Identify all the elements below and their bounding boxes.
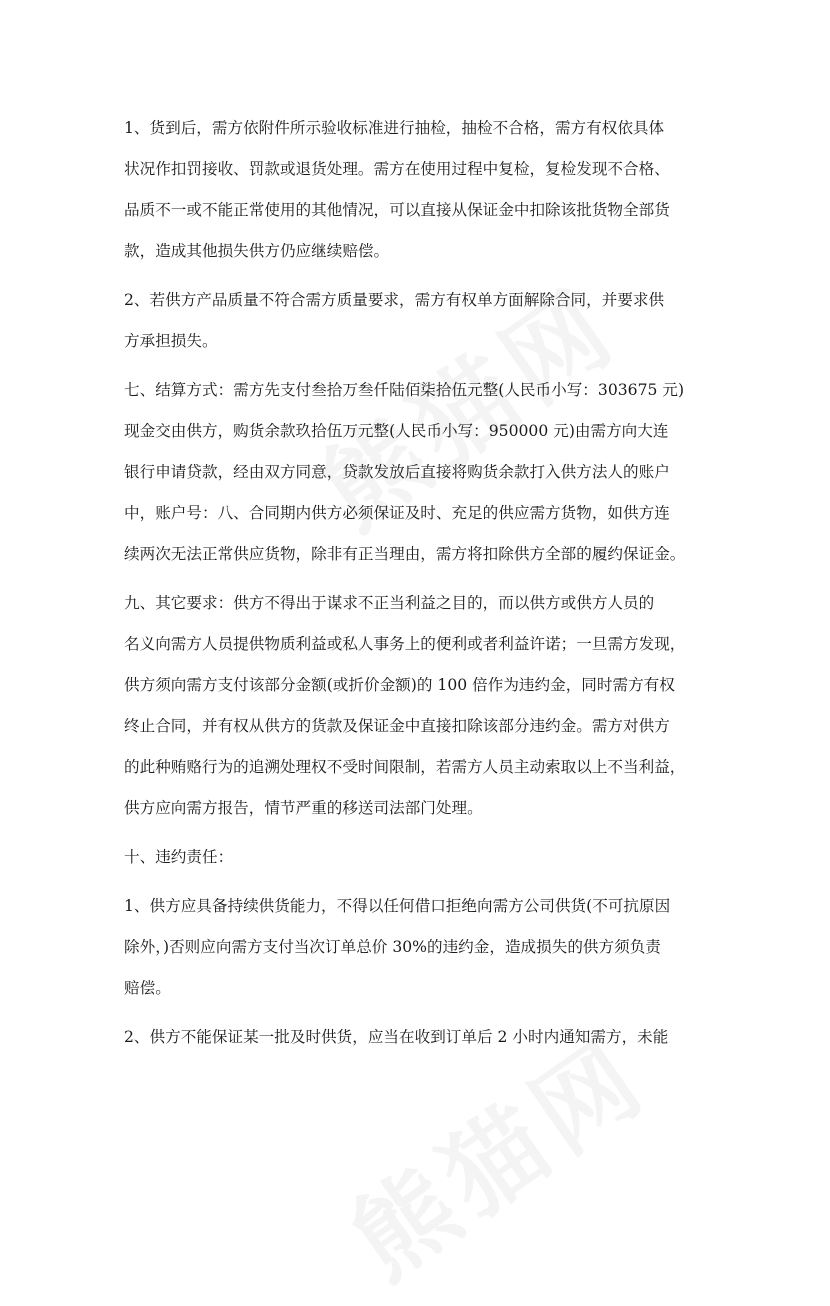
- text-line: 1、供方应具备持续供货能力，不得以任何借口拒绝向需方公司供货(不可抗原因: [124, 897, 671, 915]
- text-line: 名义向需方人员提供物质利益或私人事务上的便利或者利益许诺；一旦需方发现，: [124, 635, 686, 653]
- paragraph: [124, 886, 709, 1009]
- text-line: 除外，)否则应向需方支付当次订单总价 30%的违约金，造成损失的供方须负责: [124, 938, 661, 956]
- text-line: 终止合同，并有权从供方的货款及保证金中直接扣除该部分违约金。需方对供方: [124, 717, 670, 735]
- text-line: 的此种贿赂行为的追溯处理权不受时间限制，若需方人员主动索取以上不当利益，: [124, 758, 686, 776]
- paragraph-gap: [124, 1009, 709, 1017]
- paragraph: [124, 837, 709, 878]
- text-line: 品质不一或不能正常使用的其他情况，可以直接从保证金中扣除该批货物全部货: [124, 201, 670, 219]
- text-line: 供方应向需方报告，情节严重的移送司法部门处理。: [124, 799, 483, 817]
- text-line: 十、违约责任：: [124, 848, 234, 866]
- paragraph-gap: [124, 362, 709, 370]
- text-line: 银行申请贷款，经由双方同意，贷款发放后直接将购货余款打入供方法人的账户: [124, 463, 670, 481]
- text-line: 七、结算方式：需方先支付叁拾万叁仟陆佰柒拾伍元整(人民币小写：303675 元): [124, 381, 685, 399]
- text-line: 续两次无法正常供应货物，除非有正当理由，需方将扣除供方全部的履约保证金。: [124, 545, 686, 563]
- text-line: 赔偿。: [124, 979, 171, 997]
- paragraph-gap: [124, 878, 709, 886]
- text-line: 方承担损失。: [124, 332, 218, 350]
- text-line: 中，账户号：八、合同期内供方必须保证及时、充足的供应需方货物，如供方连: [124, 504, 670, 522]
- paragraph: [124, 1017, 709, 1058]
- paragraph: [124, 370, 709, 575]
- paragraph: [124, 108, 709, 272]
- text-line: 九、其它要求：供方不得出于谋求不正当利益之目的，而以供方或供方人员的: [124, 594, 655, 612]
- paragraph-gap: [124, 272, 709, 280]
- text-line: 状况作扣罚接收、罚款或退货处理。需方在使用过程中复检，复检发现不合格、: [124, 160, 670, 178]
- text-line: 现金交由供方，购货余款玖拾伍万元整(人民币小写：950000 元)由需方向大连: [124, 422, 669, 440]
- text-line: 2、供方不能保证某一批及时供货，应当在收到订单后 2 小时内通知需方，未能: [124, 1028, 669, 1046]
- text-line: 款，造成其他损失供方仍应继续赔偿。: [124, 242, 390, 260]
- paragraph-gap: [124, 829, 709, 837]
- paragraph: [124, 583, 709, 829]
- paragraph-gap: [124, 575, 709, 583]
- text-line: 供方须向需方支付该部分金额(或折价金额)的 100 倍作为违约金，同时需方有权: [124, 676, 675, 694]
- text-line: 2、若供方产品质量不符合需方质量要求，需方有权单方面解除合同，并要求供: [124, 291, 665, 309]
- text-line: 1、货到后，需方依附件所示验收标准进行抽检，抽检不合格，需方有权依具体: [124, 119, 665, 137]
- document-body: [124, 108, 709, 1058]
- paragraph: [124, 280, 709, 362]
